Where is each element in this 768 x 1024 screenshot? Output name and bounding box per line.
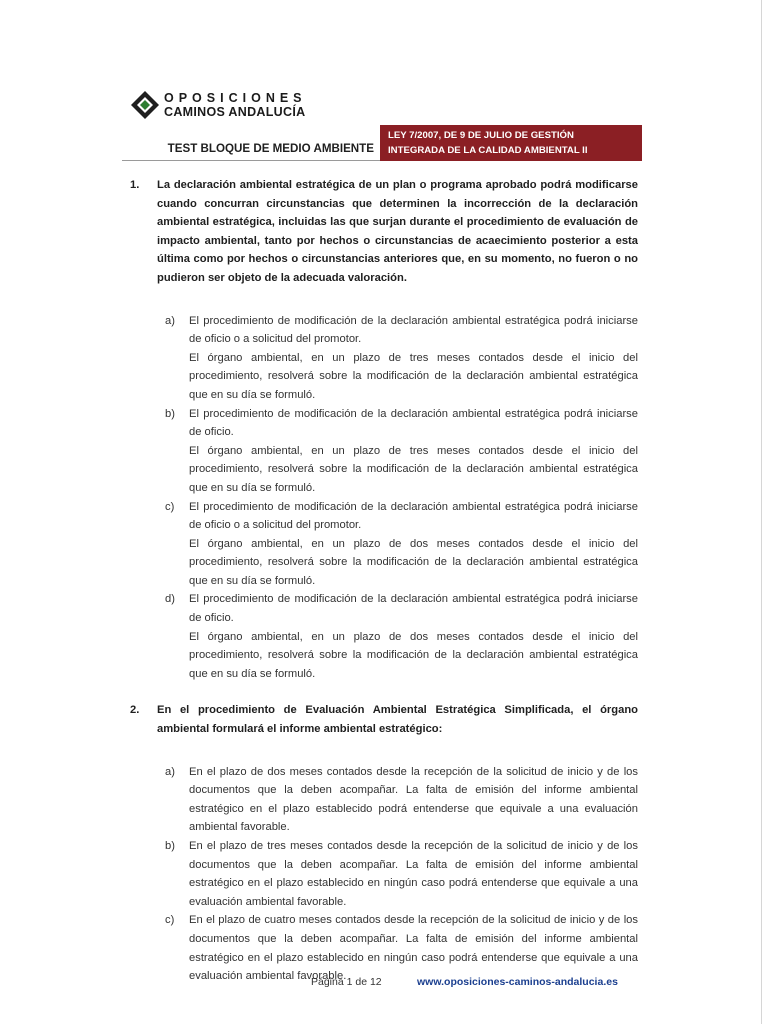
website-link[interactable]: www.oposiciones-caminos-andalucia.es (417, 976, 618, 988)
question-number: 1. (130, 179, 140, 191)
option-letter: b) (165, 407, 175, 420)
option-b[interactable] (157, 405, 638, 498)
option-text: El procedimiento de modificación de la declaración ambiental estratégica podrá iniciarse de oficio o a solicitud del promotor. (189, 314, 638, 346)
question-number: 2. (130, 704, 140, 717)
page-edge (761, 0, 762, 1024)
question-1 (130, 176, 638, 683)
logo-line2: CAMINOS ANDALUCÍA (164, 105, 306, 119)
option-text: En el plazo de dos meses contados desde la recepción de la solicitud de inicio y de los documentos que la deben acompañar. La falta de emisión del informe ambiental estratégico en el plazo establecido podrá entenderse que equivale a una evaluación ambiental favorable. (189, 765, 638, 834)
option-text-continued: El órgano ambiental, en un plazo de dos meses contados desde el inicio del procedimiento, resolverá sobre la modificación de la declaración ambiental estratégica que en su día se formuló. (189, 537, 638, 587)
question-text: En el procedimiento de Evaluación Ambiental Estratégica Simplificada, el órgano ambiental formulará el informe ambiental estratégico: (157, 704, 638, 736)
header (122, 125, 642, 161)
diamond-logo-icon (130, 90, 160, 120)
answer-options (157, 763, 638, 986)
option-text: En el plazo de tres meses contados desde la recepción de la solicitud de inicio y de los documentos que la deben acompañar. La falta de emisión del informe ambiental estratégico en el plazo establecido en ningún caso podrá entenderse que equivale a una evaluación ambiental favorable. (189, 840, 638, 908)
option-b[interactable] (157, 837, 638, 911)
option-text-continued: El órgano ambiental, en un plazo de tres meses contados desde el inicio del procedimiento, resolverá sobre la modificación de la declaración ambiental estratégica que en su día se formuló. (189, 444, 638, 494)
option-text: El procedimiento de modificación de la declaración ambiental estratégica podrá iniciarse de oficio. (189, 593, 638, 625)
option-letter: a) (165, 314, 175, 327)
question-2 (130, 701, 638, 985)
page-number: Página 1 de 12 (311, 976, 382, 988)
page-footer (0, 976, 768, 992)
option-letter: d) (165, 593, 175, 606)
header-law-line1: LEY 7/2007, DE 9 DE JULIO DE GESTIÓN (388, 130, 574, 141)
option-text: El procedimiento de modificación de la declaración ambiental estratégica podrá iniciarse de oficio o a solicitud del promotor. (189, 500, 638, 532)
option-letter: c) (165, 500, 175, 513)
option-a[interactable] (157, 763, 638, 837)
option-text-continued: El órgano ambiental, en un plazo de dos meses contados desde el inicio del procedimiento, resolverá sobre la modificación de la declaración ambiental estratégica que en su día se formuló. (189, 630, 638, 680)
logo (130, 90, 307, 120)
header-title: TEST BLOQUE DE MEDIO AMBIENTE (122, 137, 380, 161)
option-letter: a) (165, 765, 175, 778)
option-d[interactable] (157, 590, 638, 683)
option-c[interactable] (157, 911, 638, 985)
option-c[interactable] (157, 498, 638, 591)
option-a[interactable] (157, 312, 638, 405)
header-law-line2: INTEGRADA DE LA CALIDAD AMBIENTAL II (388, 145, 588, 156)
logo-line1: OPOSICIONES (164, 90, 307, 105)
option-text: En el plazo de cuatro meses contados desde la recepción de la solicitud de inicio y de los documentos que la deben acompañar. La falta de emisión del informe ambiental estratégico en el plazo establecido en ningún caso podrá entenderse que equivale a una evaluación ambiental favorable. (189, 914, 638, 983)
option-text: El procedimiento de modificación de la declaración ambiental estratégica podrá iniciarse de oficio. (189, 407, 638, 439)
option-letter: c) (165, 914, 175, 927)
question-list (130, 176, 638, 996)
answer-options (157, 312, 638, 684)
header-law-banner (380, 125, 642, 161)
option-letter: b) (165, 840, 175, 852)
option-text-continued: El órgano ambiental, en un plazo de tres meses contados desde el inicio del procedimiento, resolverá sobre la modificación de la declaración ambiental estratégica que en su día se formuló. (189, 351, 638, 401)
question-text: La declaración ambiental estratégica de un plan o programa aprobado podrá modificarse cuando concurran circunstancias que determinen la incorrección de la declaración ambiental estratégica, incluidas las que surjan durante el procedimiento de evaluación de impacto ambiental, tanto por hechos o circunstancias de acaecimiento posterior a esta última como por hechos o circunstancias anteriores que, en su momento, no fueron o no pudieron ser objeto de la adecuada valoración. (157, 179, 638, 284)
